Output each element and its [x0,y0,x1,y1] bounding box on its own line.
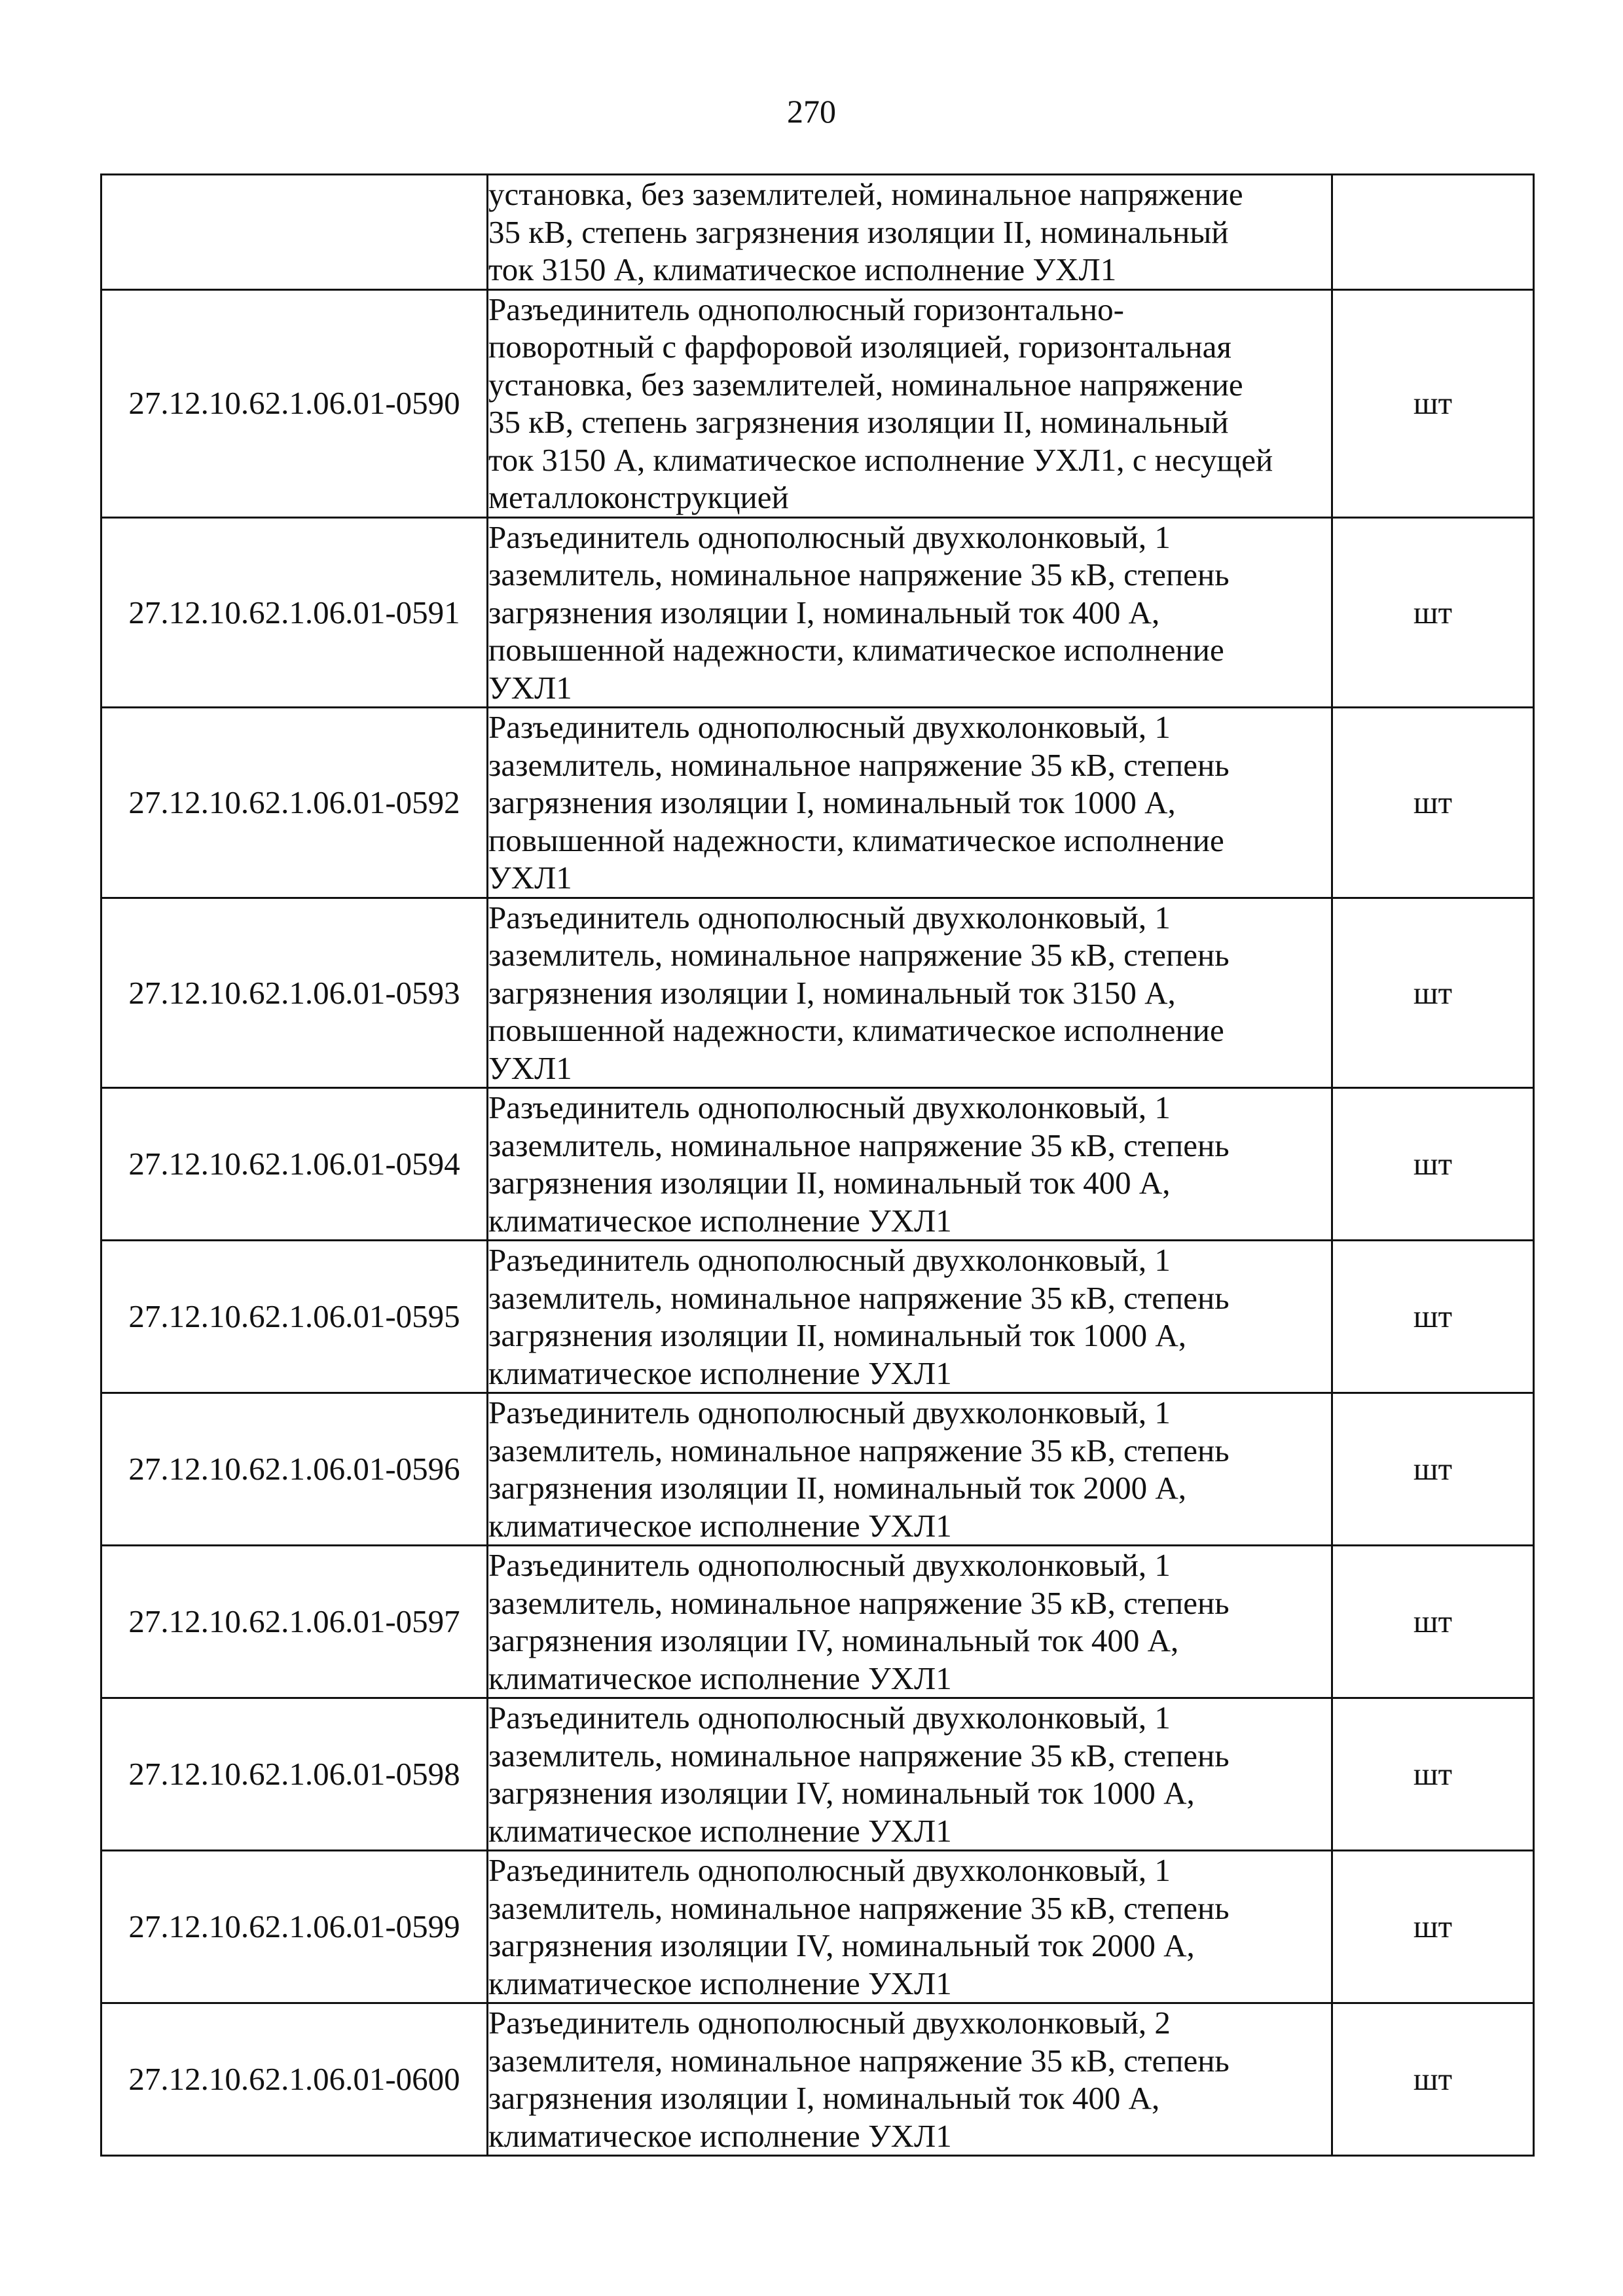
table-row [101,175,1534,290]
table-row [101,1546,1534,1698]
description-line: загрязнения изоляции IV, номинальный ток 1000 А, [488,1775,1195,1811]
table-row [101,1698,1534,1851]
description-line: поворотный с фарфоровой изоляцией, горизонтальная [488,329,1231,365]
resource-description [488,1241,1332,1393]
description-line: Разъединитель однополюсный двухколонковый, 1 [488,519,1171,555]
resource-code: 27.12.10.62.1.06.01-0590 [101,289,488,517]
resource-description [488,175,1332,290]
resource-code: 27.12.10.62.1.06.01-0592 [101,708,488,898]
unit-of-measure: шт [1332,1393,1534,1546]
description-line: заземлитель, номинальное напряжение 35 кВ, степень [488,1584,1230,1621]
resource-code: 27.12.10.62.1.06.01-0598 [101,1698,488,1851]
description-line: повышенной надежности, климатическое исполнение [488,822,1224,858]
description-line: заземлитель, номинальное напряжение 35 кВ, степень [488,1279,1230,1316]
unit-of-measure: шт [1332,1088,1534,1241]
description-line: Разъединитель однополюсный двухколонковый, 1 [488,1700,1171,1736]
description-line: 35 кВ, степень загрязнения изоляции II, номинальный [488,213,1229,250]
description-line: Разъединитель однополюсный двухколонковый, 2 [488,2005,1171,2041]
unit-of-measure: шт [1332,289,1534,517]
description-line: загрязнения изоляции I, номинальный ток 400 А, [488,2080,1160,2116]
unit-of-measure: шт [1332,898,1534,1088]
resource-description [488,1698,1332,1851]
resource-code: 27.12.10.62.1.06.01-0599 [101,1851,488,2003]
description-line: Разъединитель однополюсный двухколонковый, 1 [488,1242,1171,1278]
description-line: заземлителя, номинальное напряжение 35 кВ, степень [488,2042,1230,2079]
description-line: ток 3150 А, климатическое исполнение УХЛ1, с несущей [488,441,1273,478]
resource-description [488,289,1332,517]
resource-description [488,517,1332,708]
unit-of-measure [1332,175,1534,290]
description-line: загрязнения изоляции I, номинальный ток 3150 А, [488,974,1176,1011]
table-row [101,898,1534,1088]
description-line: металлоконструкцией [488,479,789,515]
description-line: УХЛ1 [488,860,572,896]
resource-code: 27.12.10.62.1.06.01-0597 [101,1546,488,1698]
table-row [101,1088,1534,1241]
description-line: заземлитель, номинальное напряжение 35 кВ, степень [488,556,1230,592]
resource-description [488,1851,1332,2003]
description-line: заземлитель, номинальное напряжение 35 кВ, степень [488,1889,1230,1926]
description-line: Разъединитель однополюсный горизонтально- [488,291,1124,327]
description-line: заземлитель, номинальное напряжение 35 кВ, степень [488,1737,1230,1774]
description-line: заземлитель, номинальное напряжение 35 кВ, степень [488,746,1230,783]
description-line: заземлитель, номинальное напряжение 35 кВ, степень [488,1127,1230,1163]
description-line: УХЛ1 [488,1049,572,1086]
resource-description [488,1088,1332,1241]
resource-description [488,898,1332,1088]
resource-code: 27.12.10.62.1.06.01-0596 [101,1393,488,1546]
resource-description [488,1393,1332,1546]
table-row [101,708,1534,898]
description-line: Разъединитель однополюсный двухколонковый, 1 [488,1089,1171,1125]
table-body [101,175,1534,2156]
description-line: климатическое исполнение УХЛ1 [488,1202,952,1239]
resource-description [488,2003,1332,2156]
description-line: Разъединитель однополюсный двухколонковый, 1 [488,1394,1171,1430]
resource-table [100,173,1535,2157]
resource-description [488,1546,1332,1698]
description-line: климатическое исполнение УХЛ1 [488,1812,952,1849]
resource-code: 27.12.10.62.1.06.01-0594 [101,1088,488,1241]
resource-code: 27.12.10.62.1.06.01-0595 [101,1241,488,1393]
table-row [101,1393,1534,1546]
description-line: заземлитель, номинальное напряжение 35 кВ, степень [488,937,1230,973]
description-line: Разъединитель однополюсный двухколонковый, 1 [488,709,1171,745]
unit-of-measure: шт [1332,1241,1534,1393]
description-line: установка, без заземлителей, номинальное напряжение [488,176,1243,212]
description-line: 35 кВ, степень загрязнения изоляции II, номинальный [488,404,1229,440]
description-line: установка, без заземлителей, номинальное напряжение [488,366,1243,403]
description-line: климатическое исполнение УХЛ1 [488,1660,952,1696]
resource-code: 27.12.10.62.1.06.01-0593 [101,898,488,1088]
description-line: Разъединитель однополюсный двухколонковый, 1 [488,899,1171,936]
description-line: климатическое исполнение УХЛ1 [488,1355,952,1391]
unit-of-measure: шт [1332,517,1534,708]
description-line: заземлитель, номинальное напряжение 35 кВ, степень [488,1432,1230,1468]
description-line: загрязнения изоляции II, номинальный ток 2000 А, [488,1470,1187,1506]
unit-of-measure: шт [1332,1851,1534,2003]
table-row [101,1241,1534,1393]
unit-of-measure: шт [1332,1698,1534,1851]
description-line: повышенной надежности, климатическое исполнение [488,1012,1224,1048]
page-number: 270 [787,93,836,130]
description-line: повышенной надежности, климатическое исполнение [488,632,1224,668]
description-line: Разъединитель однополюсный двухколонковый, 1 [488,1547,1171,1583]
table-row [101,289,1534,517]
table-row [101,1851,1534,2003]
resource-code: 27.12.10.62.1.06.01-0600 [101,2003,488,2156]
description-line: ток 3150 А, климатическое исполнение УХЛ1 [488,251,1117,287]
description-line: климатическое исполнение УХЛ1 [488,1965,952,2001]
description-line: загрязнения изоляции IV, номинальный ток 2000 А, [488,1927,1195,1963]
resource-description [488,708,1332,898]
unit-of-measure: шт [1332,708,1534,898]
description-line: климатическое исполнение УХЛ1 [488,1507,952,1544]
description-line: УХЛ1 [488,669,572,706]
table-row [101,517,1534,708]
description-line: загрязнения изоляции II, номинальный ток 400 А, [488,1165,1171,1201]
description-line: загрязнения изоляции I, номинальный ток 1000 А, [488,784,1176,820]
description-line: загрязнения изоляции I, номинальный ток 400 А, [488,594,1160,630]
description-line: климатическое исполнение УХЛ1 [488,2117,952,2154]
unit-of-measure: шт [1332,2003,1534,2156]
resource-code: 27.12.10.62.1.06.01-0591 [101,517,488,708]
description-line: Разъединитель однополюсный двухколонковый, 1 [488,1852,1171,1888]
description-line: загрязнения изоляции II, номинальный ток 1000 А, [488,1317,1187,1353]
unit-of-measure: шт [1332,1546,1534,1698]
table-row [101,2003,1534,2156]
resource-code [101,175,488,290]
description-line: загрязнения изоляции IV, номинальный ток 400 А, [488,1622,1179,1658]
